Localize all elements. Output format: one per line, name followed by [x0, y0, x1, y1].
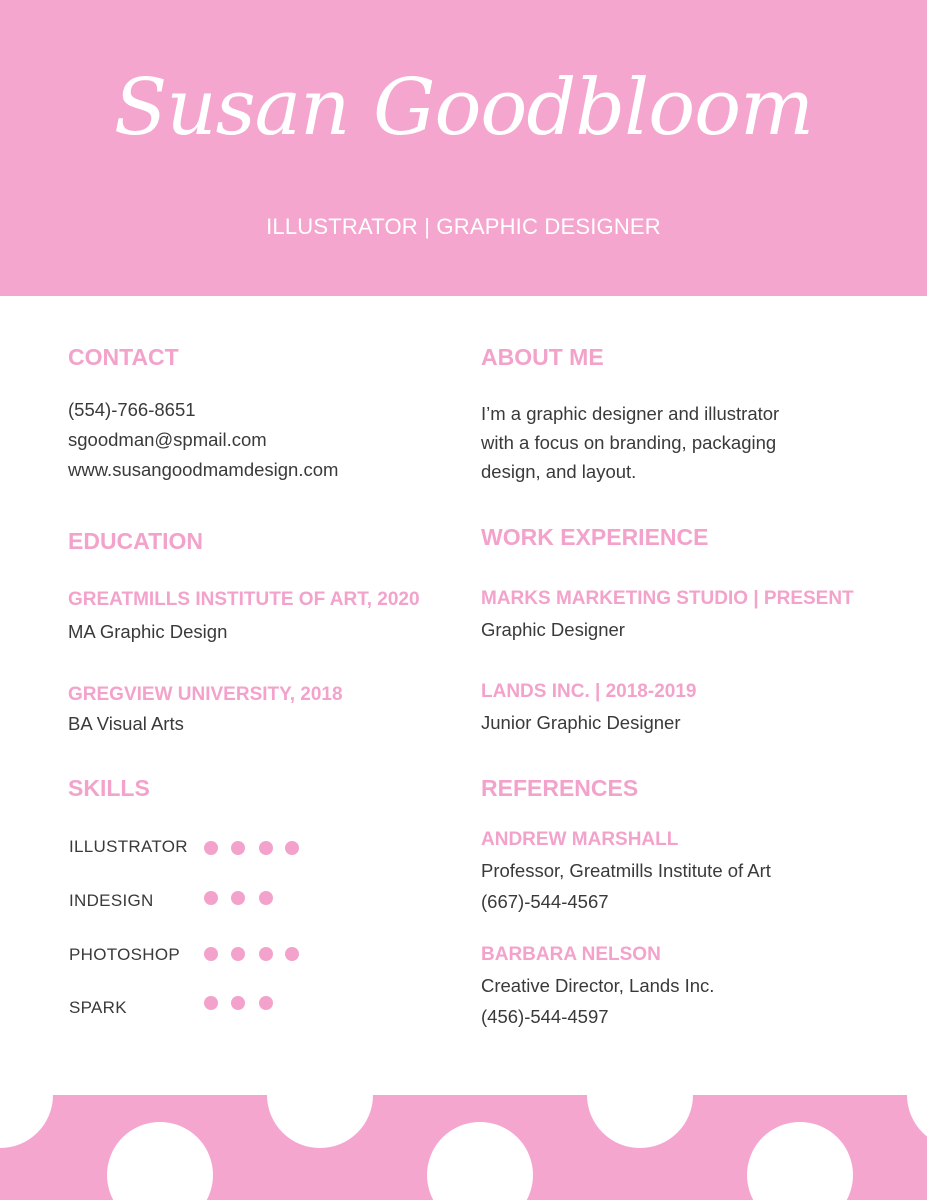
skills-heading: SKILLS	[68, 775, 150, 801]
contact-email[interactable]: sgoodman@spmail.com	[68, 429, 267, 450]
skill-level-dot	[204, 996, 218, 1010]
about-line: I’m a graphic designer and illustrator	[481, 403, 780, 424]
references-heading: REFERENCES	[481, 775, 639, 801]
skill-level-dot	[285, 841, 299, 855]
education-degree: BA Visual Arts	[68, 713, 184, 734]
reference-name: ANDREW MARSHALL	[481, 829, 679, 850]
footer-polka-dot-band	[0, 1095, 927, 1200]
skill-level-dot	[259, 841, 273, 855]
about-line: design, and layout.	[481, 461, 637, 482]
skill-level-dot	[231, 841, 245, 855]
reference-position: Professor, Greatmills Institute of Art	[481, 860, 771, 881]
skill-name: INDESIGN	[69, 891, 154, 910]
skill-level-dot	[231, 996, 245, 1010]
decorative-circle	[0, 1095, 53, 1148]
decorative-circle	[907, 1095, 927, 1148]
reference-position: Creative Director, Lands Inc.	[481, 975, 715, 996]
reference-phone: (667)-544-4567	[481, 891, 609, 912]
skill-level-dot	[285, 947, 299, 961]
about-heading: ABOUT ME	[481, 344, 604, 370]
decorative-circle	[267, 1095, 373, 1148]
skill-level-dot	[231, 891, 245, 905]
skill-name: SPARK	[69, 998, 127, 1017]
work-heading: WORK EXPERIENCE	[481, 524, 709, 550]
header-banner	[0, 0, 927, 296]
decorative-circle	[587, 1095, 693, 1148]
skill-level-dot	[259, 891, 273, 905]
education-school: GREGVIEW UNIVERSITY, 2018	[68, 684, 343, 705]
reference-name: BARBARA NELSON	[481, 944, 661, 965]
work-role: Junior Graphic Designer	[481, 712, 681, 733]
decorative-circle	[107, 1122, 213, 1200]
decorative-circle	[427, 1122, 533, 1200]
decorative-circle	[747, 1122, 853, 1200]
contact-phone: (554)-766-8651	[68, 399, 196, 420]
contact-website[interactable]: www.susangoodmamdesign.com	[68, 459, 339, 480]
work-role: Graphic Designer	[481, 619, 625, 640]
skill-level-dot	[259, 996, 273, 1010]
skill-name: ILLUSTRATOR	[69, 837, 188, 856]
education-school: GREATMILLS INSTITUTE OF ART, 2020	[68, 589, 420, 610]
about-line: with a focus on branding, packaging	[481, 432, 777, 453]
skill-level-dot	[204, 841, 218, 855]
skill-level-dot	[204, 891, 218, 905]
contact-heading: CONTACT	[68, 344, 179, 370]
job-title: ILLUSTRATOR | GRAPHIC DESIGNER	[266, 214, 661, 239]
education-degree: MA Graphic Design	[68, 621, 228, 642]
skill-level-dot	[204, 947, 218, 961]
skill-level-dot	[259, 947, 273, 961]
skill-level-dot	[231, 947, 245, 961]
work-company: LANDS INC. | 2018-2019	[481, 681, 697, 702]
work-company: MARKS MARKETING STUDIO | PRESENT	[481, 588, 854, 609]
resume-name: Susan Goodbloom	[113, 63, 814, 153]
reference-phone: (456)-544-4597	[481, 1006, 609, 1027]
education-heading: EDUCATION	[68, 528, 204, 554]
skill-name: PHOTOSHOP	[69, 945, 181, 964]
